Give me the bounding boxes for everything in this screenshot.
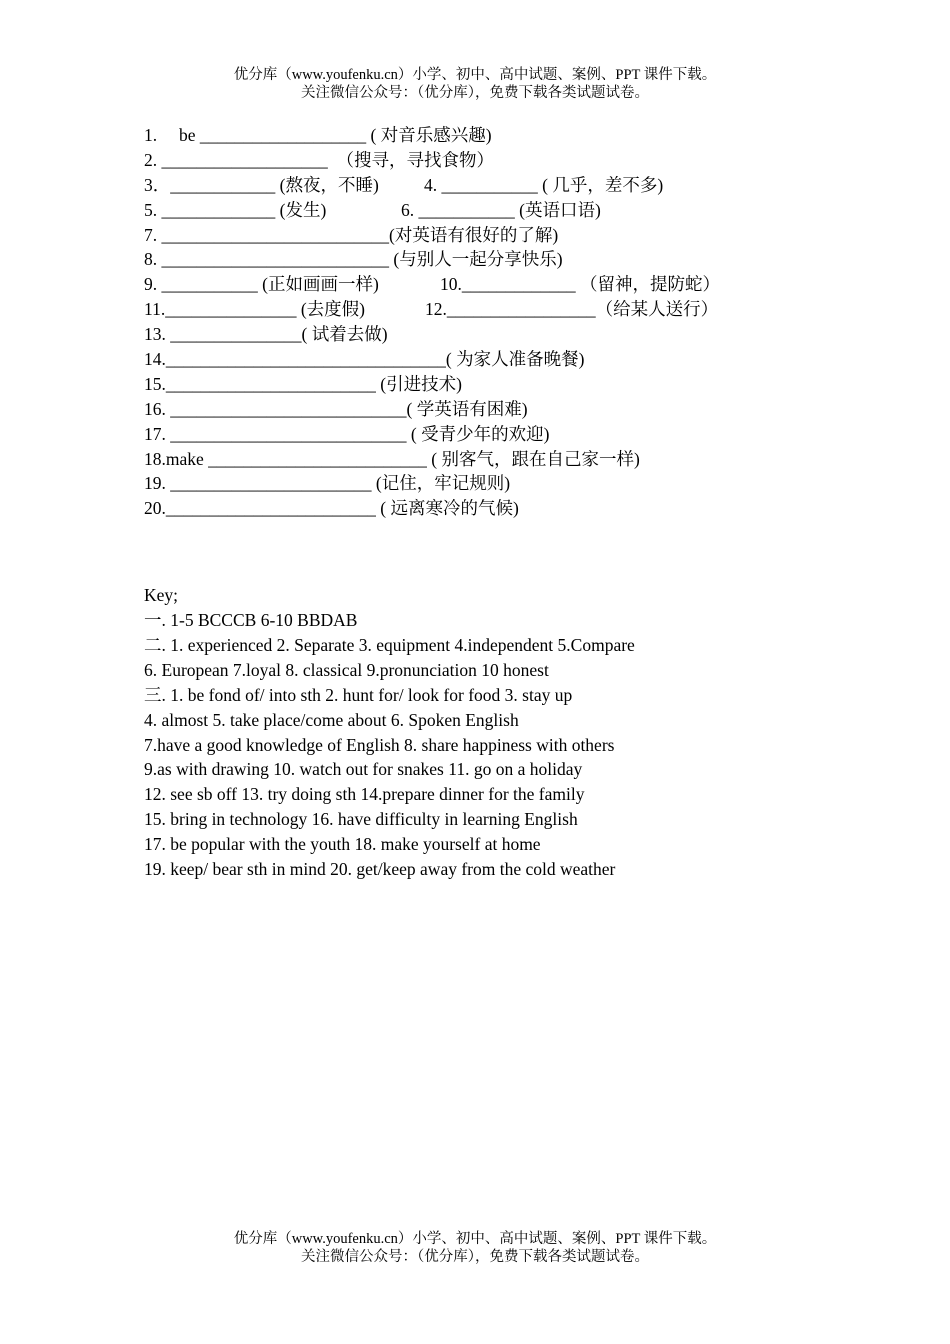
exercise-item: 20.________________________ ( 远离寒冷的气候) — [144, 498, 519, 519]
footer-line-1: 优分库（www.youfenku.cn）小学、初中、高中试题、案例、PPT 课件下载。 — [233, 1231, 717, 1247]
exercise-line — [144, 297, 864, 322]
exercise-item: 19. _______________________ (记住，牢记规则) — [144, 473, 511, 494]
exercise-item: 15.________________________ (引进技术) — [144, 373, 462, 394]
exercise-line — [144, 148, 864, 173]
exercise-line — [144, 422, 864, 447]
exercise-item: 2. ___________________ （搜寻，寻找食物） — [144, 149, 494, 170]
exercise-line — [144, 198, 864, 223]
exercise-line — [144, 372, 864, 397]
exercise-item: 4. ___________ ( 几乎，差不多) — [424, 174, 664, 195]
exercise-item: 1. be ___________________ ( 对音乐感兴趣) — [144, 125, 492, 145]
exercise-item: 14.________________________________( 为家人准备晚餐) — [144, 349, 585, 370]
exercise-item: 13. _______________( 试着去做) — [144, 324, 388, 345]
key-line: 一. 1-5 BCCCB 6-10 BBDAB — [144, 610, 358, 631]
exercise-item: 10._____________ （留神，提防蛇） — [440, 274, 720, 295]
key-line: 15. bring in technology 16. have difficulty in learning English — [144, 809, 578, 830]
exercise-item: 5. _____________ (发生) — [144, 199, 327, 220]
key-line: 三. 1. be fond of/ into sth 2. hunt for/ look for food 3. stay up — [144, 684, 573, 705]
exercise-line — [144, 347, 864, 372]
exercise-item: 3．____________ (熬夜，不睡) — [144, 174, 379, 195]
exercise-line — [144, 272, 864, 297]
key-line: 12. see sb off 13. try doing sth 14.prepare dinner for the family — [144, 784, 585, 805]
answer-key — [144, 583, 864, 882]
section-spacer — [144, 521, 864, 583]
key-line: 19. keep/ bear sth in mind 20. get/keep away from the cold weather — [144, 859, 616, 880]
key-line: 7.have a good knowledge of English 8. share happiness with others — [144, 734, 615, 755]
key-line: 二. 1. experienced 2. Separate 3. equipment 4.independent 5.Compare — [144, 635, 635, 656]
page-footer — [0, 1230, 950, 1266]
exercise-line — [144, 223, 864, 248]
exercise-item: 11._______________ (去度假) — [144, 299, 366, 320]
exercise-line — [144, 447, 864, 472]
exercise-line — [144, 322, 864, 347]
exercise-line — [144, 397, 864, 422]
key-title: Key; — [144, 585, 179, 606]
key-line: 17. be popular with the youth 18. make yourself at home — [144, 834, 541, 855]
key-line: 9.as with drawing 10. watch out for snakes 11. go on a holiday — [144, 759, 583, 780]
exercise-line — [144, 123, 864, 148]
exercise-line — [144, 247, 864, 272]
footer-line-2: 关注微信公众号：（优分库），免费下载各类试题试卷。 — [301, 1249, 649, 1265]
exercise-item: 7. __________________________(对英语有很好的了解) — [144, 224, 559, 245]
key-line: 4. almost 5. take place/come about 6. Spoken English — [144, 709, 519, 730]
exercise-line — [144, 471, 864, 496]
exercise-line — [144, 173, 864, 198]
exercise-line — [144, 496, 864, 521]
document-body — [144, 123, 864, 882]
exercise-item: 8. __________________________ (与别人一起分享快乐) — [144, 249, 563, 270]
exercise-item: 6. ___________ (英语口语) — [401, 199, 601, 220]
exercise-item: 18.make _________________________ ( 别客气，跟在自己家一样) — [144, 448, 640, 469]
exercise-list — [144, 123, 864, 521]
exercise-item: 17. ___________________________ ( 受青少年的欢迎) — [144, 423, 550, 444]
header-line-2: 关注微信公众号：（优分库），免费下载各类试题试卷。 — [301, 85, 649, 101]
exercise-item: 9. ___________ (正如画画一样) — [144, 274, 379, 295]
exercise-item: 12._________________（给某人送行） — [425, 299, 719, 320]
header-line-1: 优分库（www.youfenku.cn）小学、初中、高中试题、案例、PPT 课件下载。 — [233, 67, 717, 83]
exercise-item: 16. ___________________________( 学英语有困难) — [144, 398, 528, 419]
page-header — [0, 66, 950, 102]
key-line: 6. European 7.loyal 8. classical 9.pronunciation 10 honest — [144, 659, 549, 680]
